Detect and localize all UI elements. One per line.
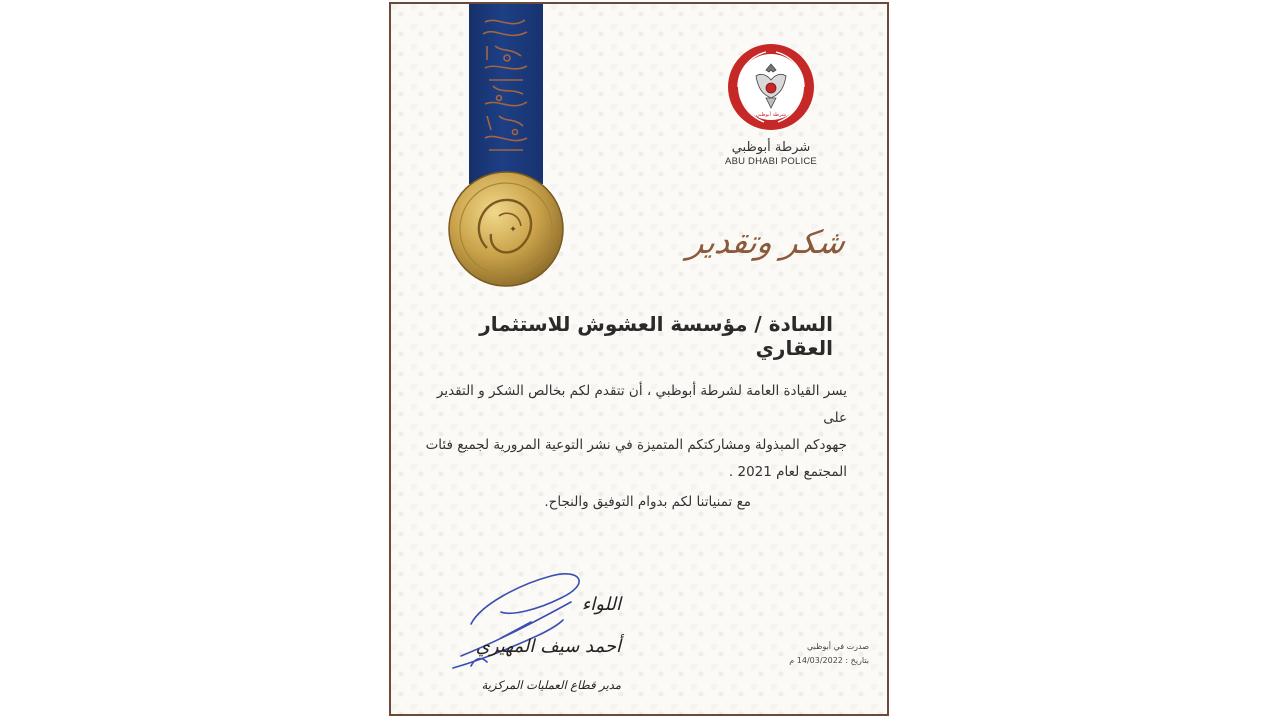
signature-block	[441, 564, 621, 714]
issue-place: صدرت في أبوظبي	[807, 642, 869, 651]
certificate-body	[417, 378, 847, 486]
body-line: جهودكم المبذولة ومشاركتكم المتميزة في نشر التوعية المرورية لجميع فئات	[425, 437, 847, 453]
certificate	[389, 2, 889, 716]
signature-name: أحمد سيف المهيري	[475, 636, 621, 657]
certificate-heading: شكر وتقدير	[685, 223, 849, 261]
body-line: يسر القيادة العامة لشرطة أبوظبي ، أن تتقدم لكم بخالص الشكر و التقدير على	[436, 383, 847, 426]
recipient-line: السادة / مؤسسة العشوش للاستثمار العقاري	[479, 312, 833, 360]
org-name-english: ABU DHABI POLICE	[725, 156, 817, 167]
issue-info	[759, 640, 869, 668]
wishes-line: مع تمنياتنا لكم بدوام التوفيق والنجاح.	[544, 494, 751, 510]
signature-rank: اللواء	[581, 594, 621, 615]
falcon-emblem-icon	[726, 42, 816, 132]
medal-ribbon	[469, 4, 543, 184]
emblem-ring-text: شرطة أبوظبي	[755, 112, 787, 118]
svg-text:✦: ✦	[509, 225, 517, 235]
gold-medal	[447, 170, 565, 288]
signature-position: مدير قطاع العمليات المركزية	[481, 678, 621, 692]
issue-date: بتاريخ : 14/03/2022 م	[789, 656, 869, 665]
ribbon-calligraphy-pattern	[477, 12, 535, 162]
body-line: المجتمع لعام 2021 .	[728, 464, 847, 480]
police-logo	[711, 42, 831, 168]
org-name-arabic: شرطة أبوظبي	[731, 140, 811, 155]
